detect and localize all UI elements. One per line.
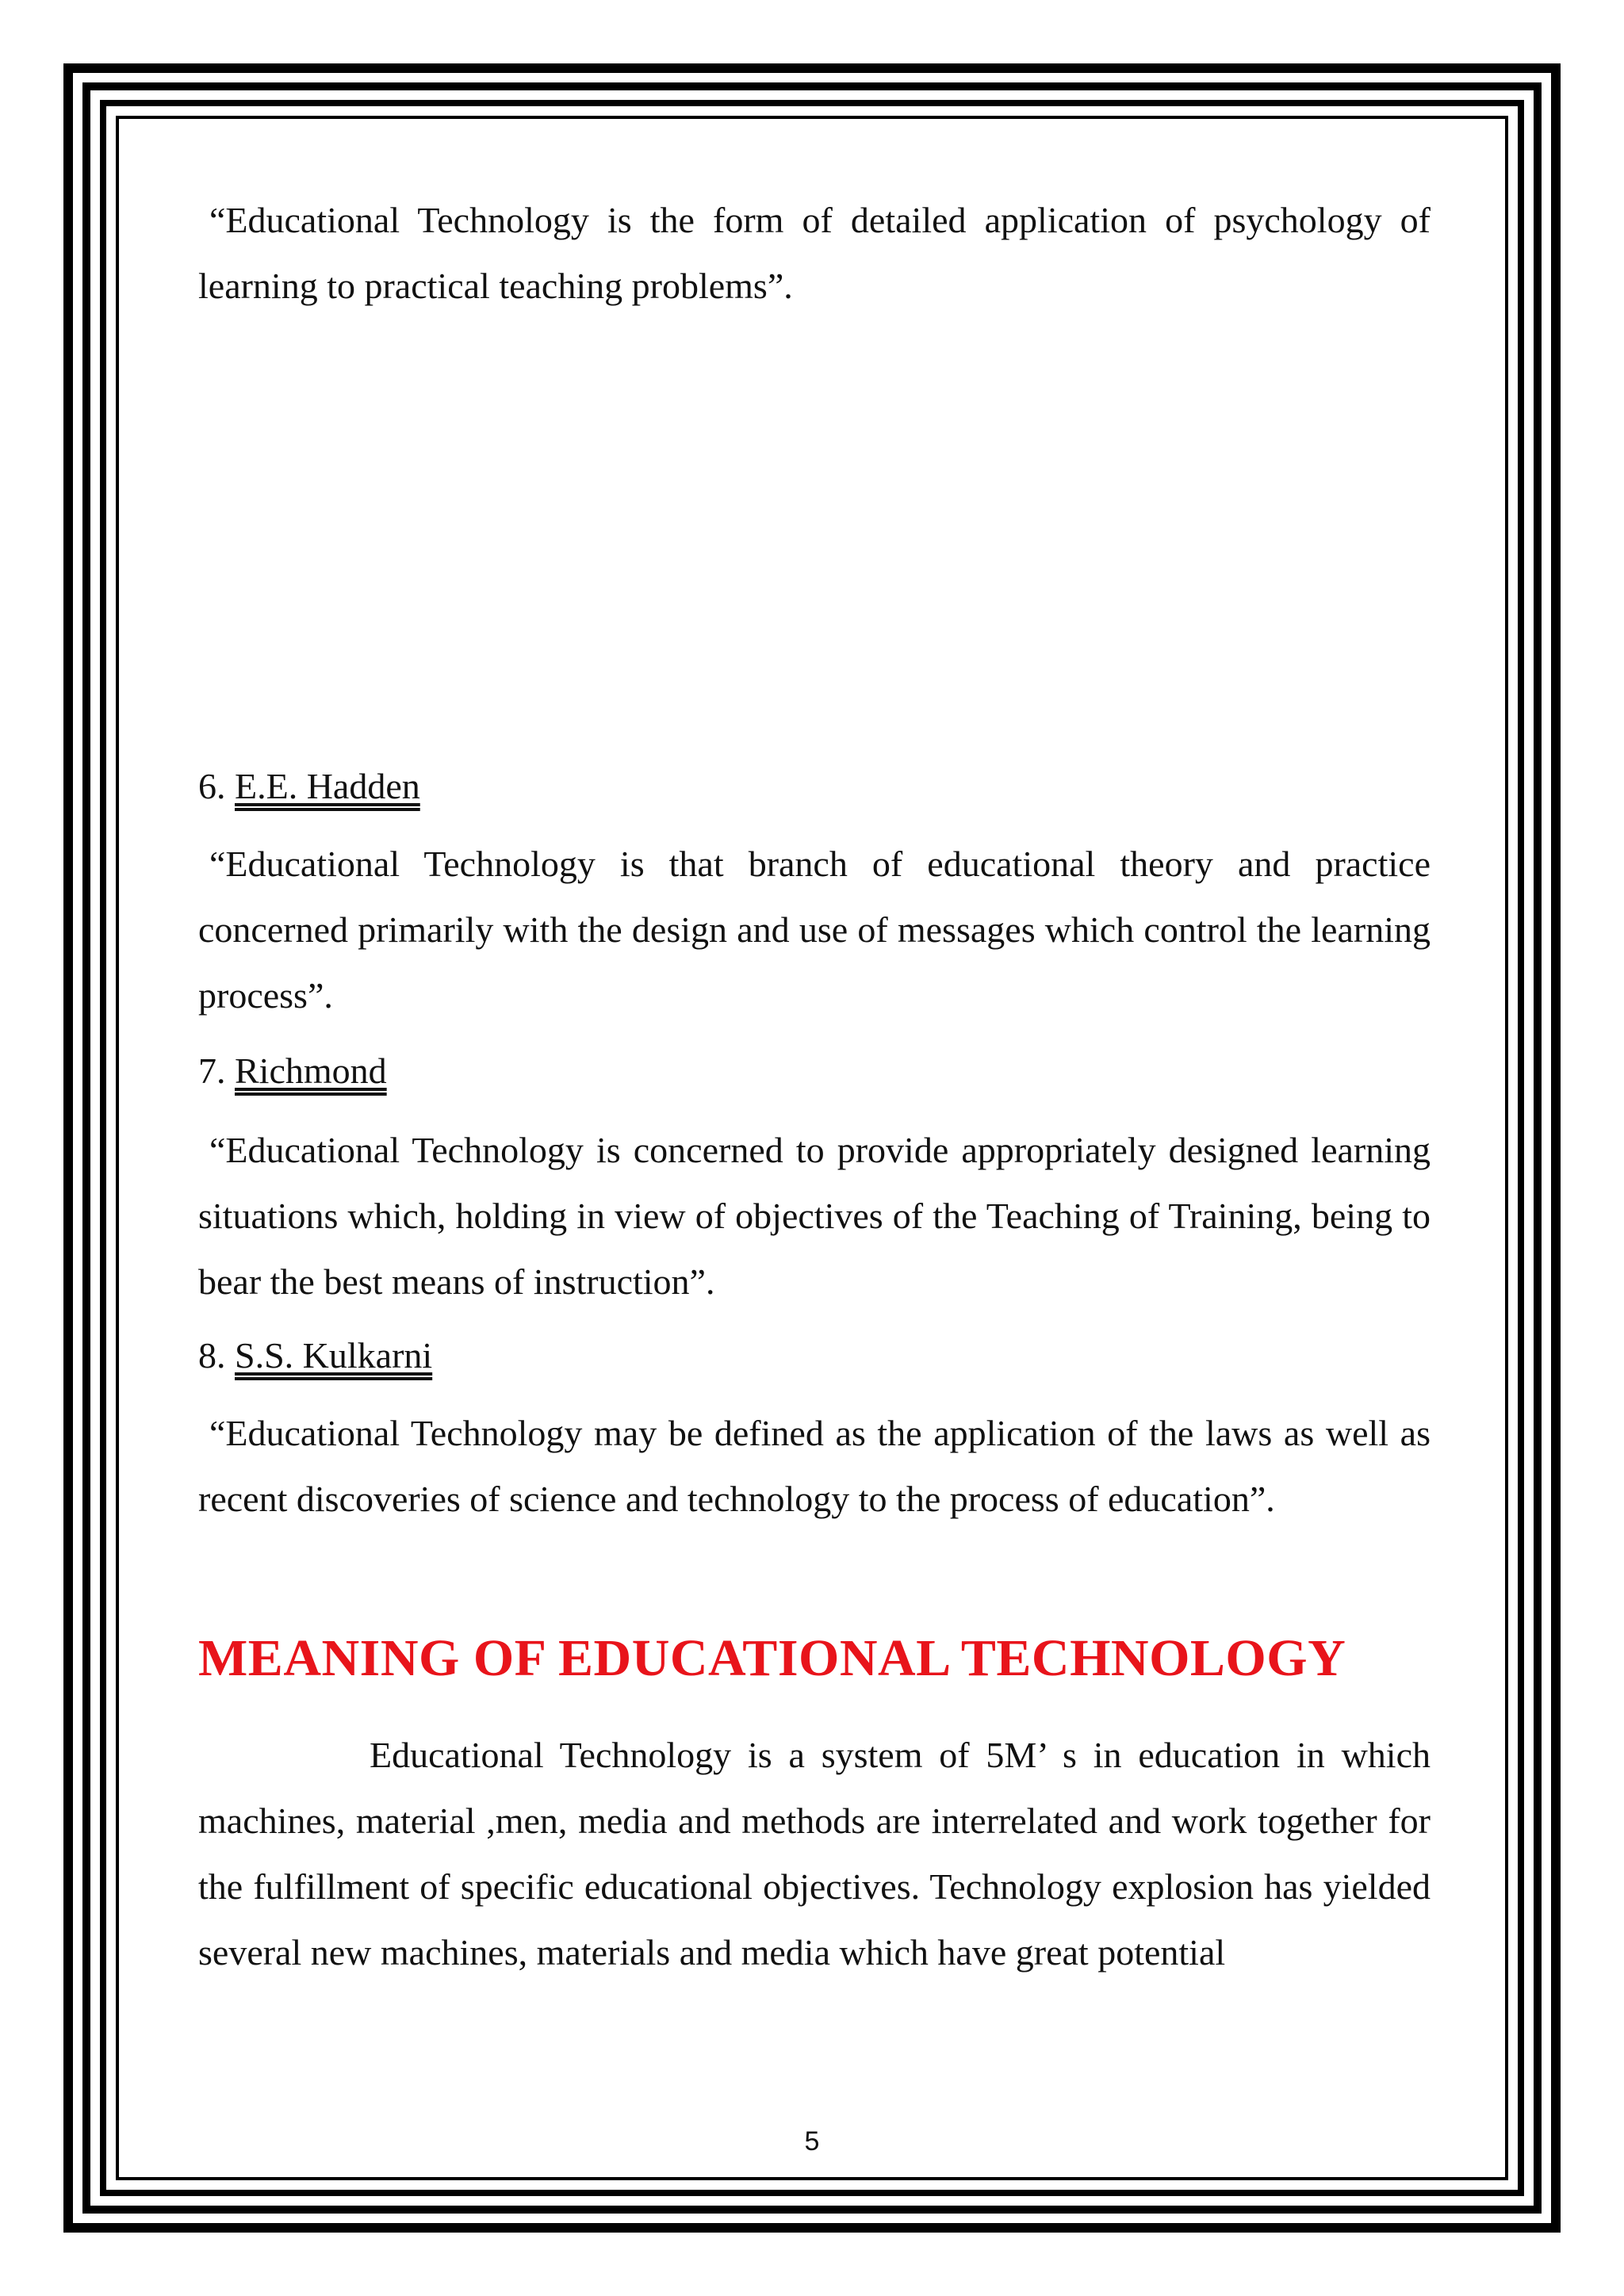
section-title: MEANING OF EDUCATIONAL TECHNOLOGY — [198, 1629, 1346, 1687]
definition-heading-7 — [198, 1047, 1431, 1095]
definition-number: 7. — [198, 1050, 226, 1091]
definition-quote-6: “Educational Technology is that branch of educational theory and practice concerned primarily with the design and use of messages which control the learning process”. — [198, 844, 1431, 1016]
definition-number: 6. — [198, 766, 226, 806]
definition-author: S.S. Kulkarni — [235, 1335, 433, 1376]
page-number: 5 — [804, 2126, 820, 2156]
page-content — [198, 187, 1431, 1985]
definition-quote-8: “Educational Technology may be defined as the application of the laws as well as recent discoveries of science and technology to the process of education”. — [198, 1413, 1431, 1519]
definition-heading-8 — [198, 1332, 1431, 1380]
definition-author: E.E. Hadden — [235, 766, 420, 806]
section-body: Educational Technology is a system of 5M’ s in education in which machines, material ,men, media and methods are interrelated and work together for the fulfillment of specific educational objectives. Technology explosion has yielded several new machines, materials and media which have great potential — [198, 1735, 1431, 1973]
definition-author: Richmond — [235, 1050, 387, 1091]
definition-quote-5: “Educational Technology is the form of detailed application of psychology of learning to practical teaching problems”. — [198, 200, 1431, 306]
definition-quote-7: “Educational Technology is concerned to provide appropriately designed learning situations which, holding in view of objectives of the Teaching of Training, being to bear the best means of instruction”. — [198, 1130, 1431, 1302]
definition-number: 8. — [198, 1335, 226, 1376]
definition-heading-6 — [198, 763, 1431, 810]
